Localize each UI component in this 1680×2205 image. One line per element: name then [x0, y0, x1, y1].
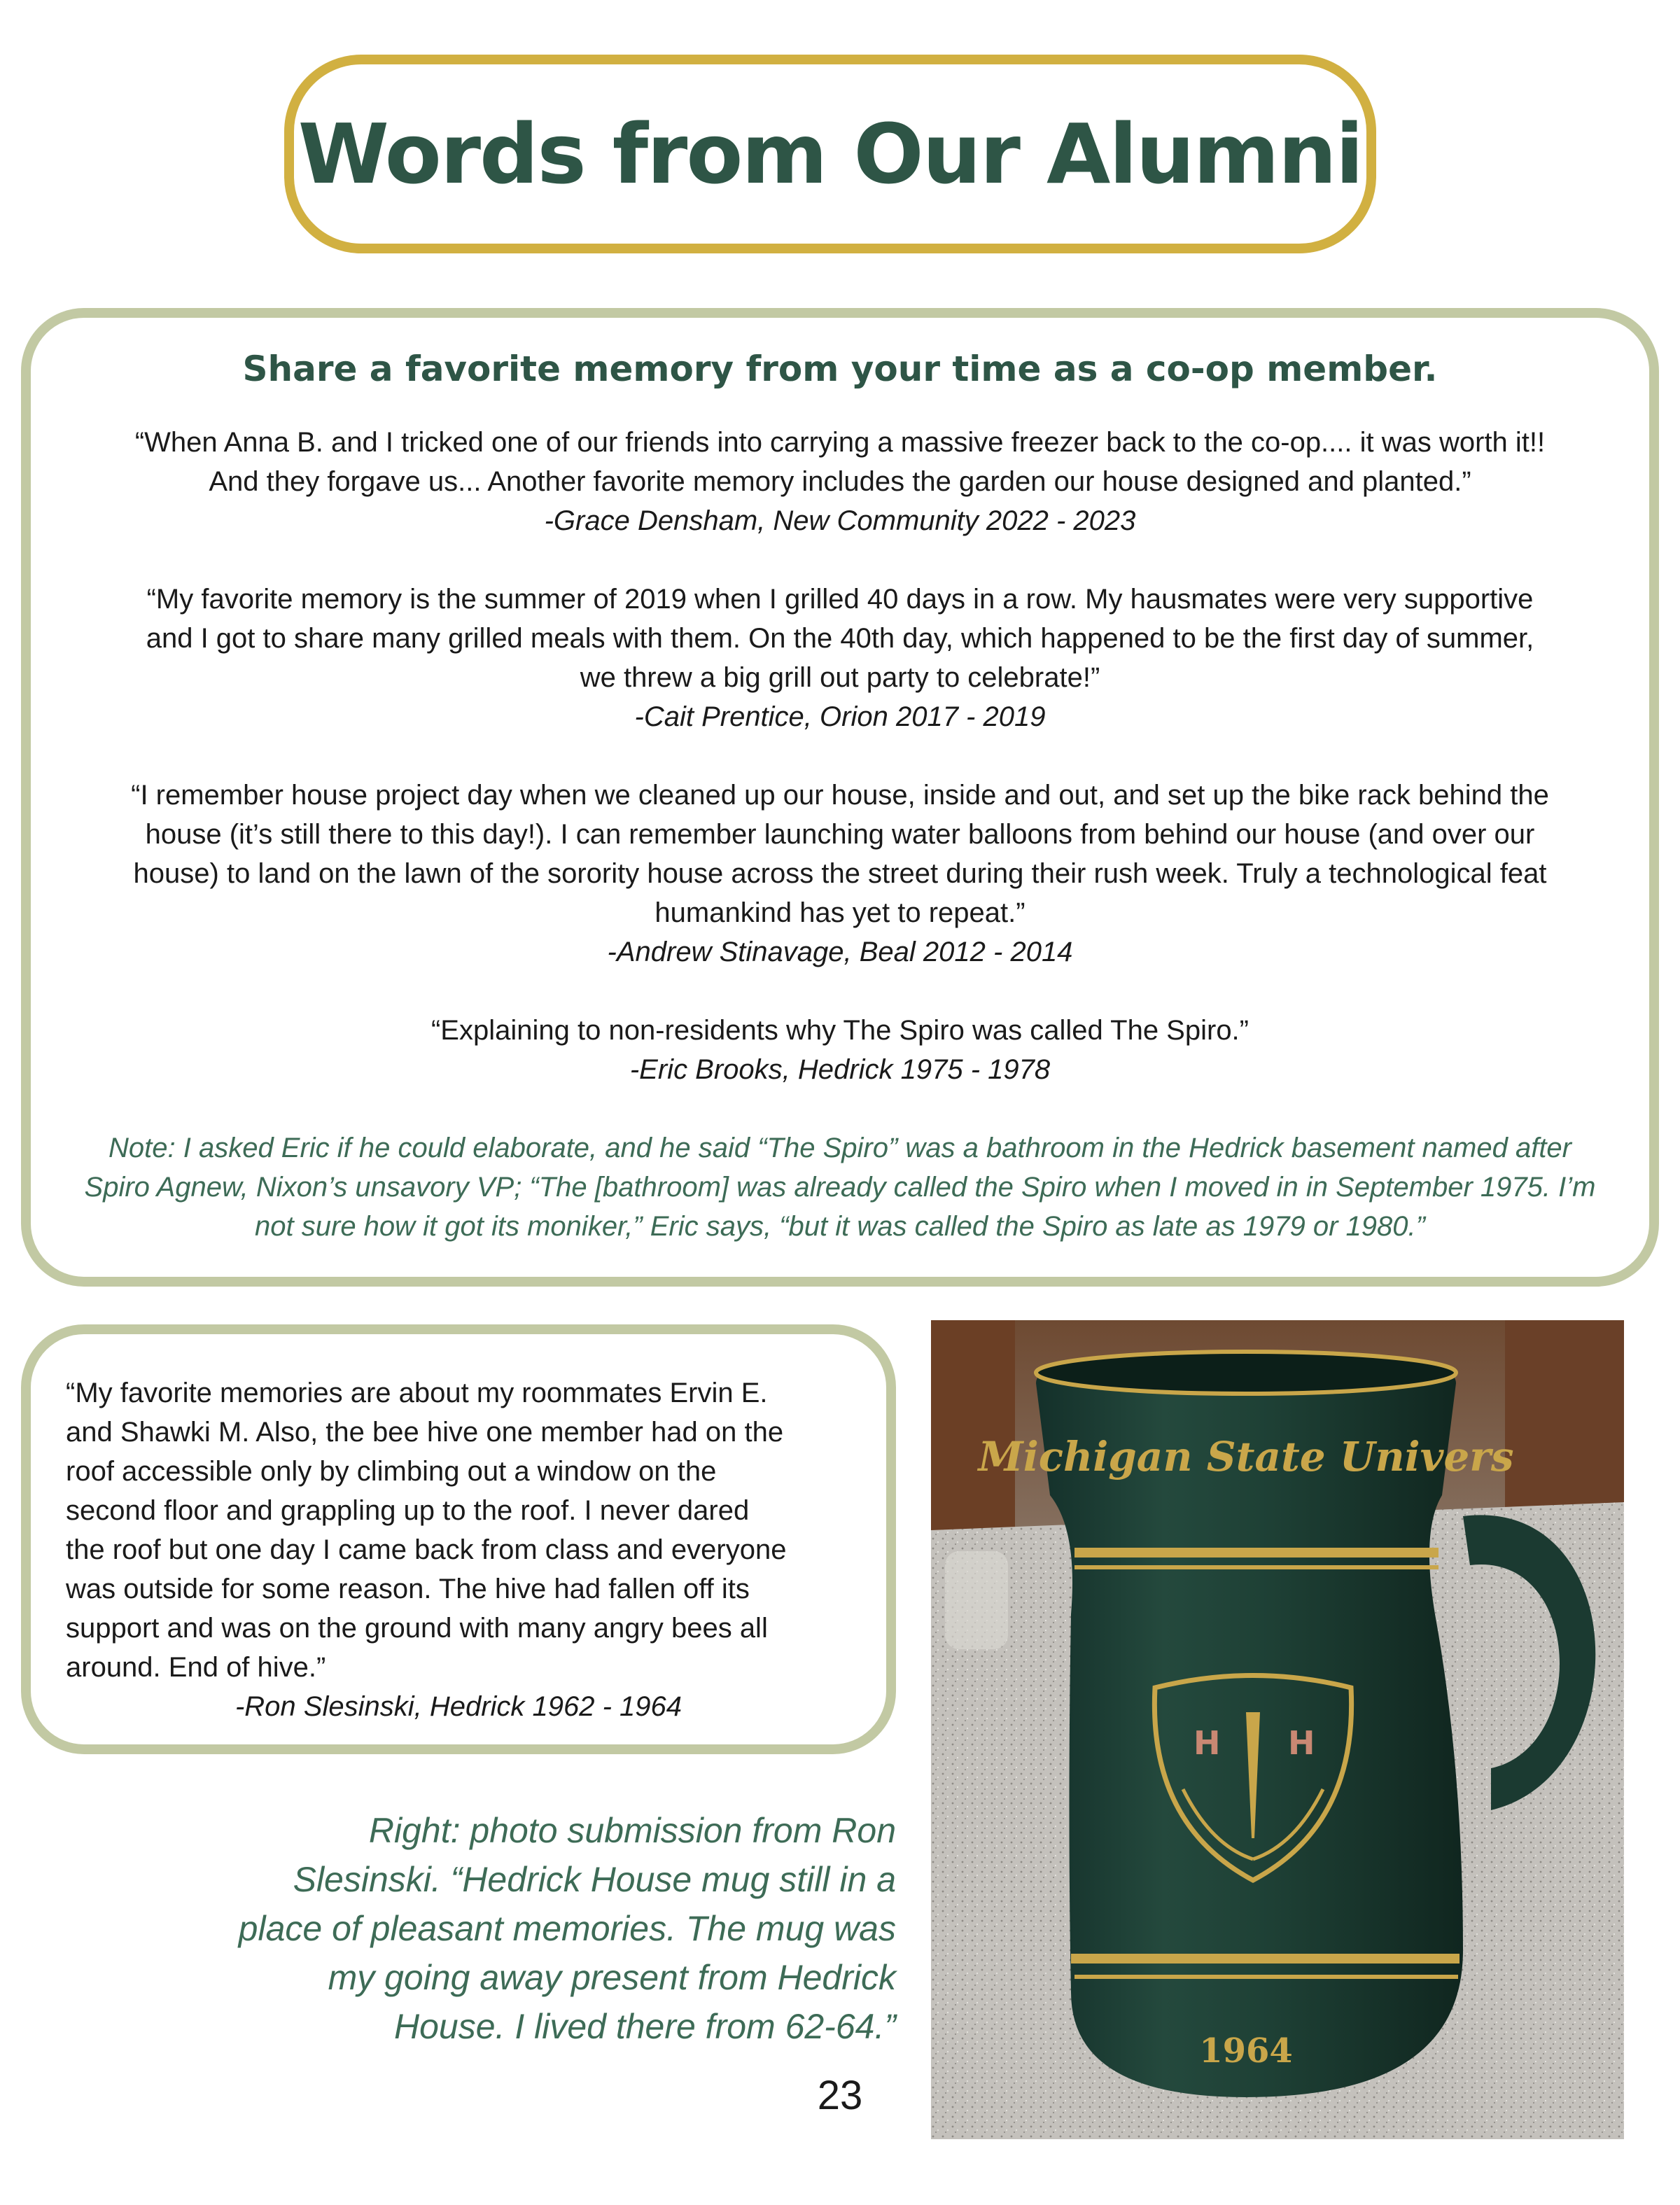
memory-quote-line: humankind has yet to repeat.”: [654, 897, 1026, 928]
caption-line: Right: photo submission from Ron: [368, 1811, 896, 1850]
memory-quote-line: “My favorite memory is the summer of 2019 when I grilled 40 days in a row. My hausmates were very supportive: [146, 584, 1534, 615]
memory-quote-line: we threw a big grill out party to celebrate!”: [580, 662, 1100, 693]
editor-note: [59, 1128, 1621, 1246]
cabinet-right: [1505, 1320, 1624, 1530]
memory-cait: [59, 580, 1621, 736]
caption-line: place of pleasant memories. The mug was: [238, 1909, 896, 1948]
gold-band: [1074, 1548, 1438, 1558]
memory-quote-line: “Explaining to non-residents why The Spiro was called The Spiro.”: [430, 1015, 1249, 1046]
memories-panel: [21, 308, 1659, 1287]
mug-year: 1964: [1199, 2031, 1293, 2071]
question-heading: Share a favorite memory from your time as a co-op member.: [242, 349, 1438, 389]
ron-quote-line: and Shawki M. Also, the bee hive one member had on the: [66, 1417, 784, 1448]
ron-quote-line: support and was on the ground with many angry bees all: [66, 1613, 768, 1644]
memory-attribution: -Andrew Stinavage, Beal 2012 - 2014: [607, 937, 1073, 967]
ron-quote-line: second floor and grappling up to the roof. I never dared: [66, 1495, 750, 1526]
photo-caption: [210, 1806, 896, 2051]
shield-letter-right: H: [1288, 1724, 1315, 1762]
gold-band: [1071, 1954, 1460, 1963]
ron-quote-line: was outside for some reason. The hive had fallen off its: [66, 1574, 750, 1604]
mug-rim: [1036, 1352, 1456, 1394]
caption-line: Slesinski. “Hedrick House mug still in a: [293, 1860, 896, 1899]
memory-quote-line: “When Anna B. and I tricked one of our friends into carrying a massive freezer back to the co-op.... it was worth it!!: [134, 427, 1546, 458]
memory-quote-line: And they forgave us... Another favorite memory includes the garden our house designed and planted.”: [209, 466, 1471, 497]
mug-lettering: Michigan State Univers: [978, 1433, 1514, 1480]
background-container: [945, 1551, 1008, 1649]
cabinet-left: [931, 1320, 1015, 1544]
memory-quote-line: house) to land on the lawn of the sorority house across the street during their rush week. Truly a technological feat: [133, 858, 1547, 889]
ron-quote-line: “My favorite memories are about my roommates Ervin E.: [66, 1378, 768, 1408]
memory-andrew: [59, 776, 1621, 972]
title-banner: [284, 55, 1376, 253]
memory-quote-line: house (it’s still there to this day!). I can remember launching water balloons from behind our house (and over our: [145, 819, 1535, 850]
ron-quote-line: the roof but one day I came back from class and everyone: [66, 1534, 787, 1565]
shield-letter-left: H: [1194, 1724, 1221, 1762]
memory-quote-line: “I remember house project day when we cleaned up our house, inside and out, and set up the bike rack behind the: [131, 780, 1549, 811]
gold-band: [1074, 1565, 1438, 1569]
ron-attribution: -Ron Slesinski, Hedrick 1962 - 1964: [234, 1691, 682, 1722]
ron-quote-line: around. End of hive.”: [66, 1652, 326, 1683]
ron-memory-panel: [21, 1324, 896, 1754]
ron-quote-line: roof accessible only by climbing out a window on the: [66, 1456, 717, 1487]
memory-attribution: -Eric Brooks, Hedrick 1975 - 1978: [629, 1054, 1051, 1085]
note-line: Note: I asked Eric if he could elaborate, and he said “The Spiro” was a bathroom in the Hedrick basement named after: [108, 1133, 1572, 1163]
note-line: Spiro Agnew, Nixon’s unsavory VP; “The [bathroom] was already called the Spiro when I moved in in September 1975. I’m: [84, 1172, 1596, 1203]
memory-quote-line: and I got to share many grilled meals with them. On the 40th day, which happened to be the first day of summer,: [146, 623, 1534, 654]
memory-eric: [59, 1011, 1621, 1089]
memory-attribution: -Grace Densham, New Community 2022 - 2023: [544, 505, 1136, 536]
mug-illustration: [931, 1320, 1624, 2139]
note-line: not sure how it got its moniker,” Eric says, “but it was called the Spiro as late as 1979 or 1980.”: [255, 1211, 1425, 1242]
page-title: Words from Our Alumni: [298, 106, 1363, 202]
memory-grace: [59, 423, 1621, 540]
page-number: 23: [817, 2073, 863, 2118]
caption-line: my going away present from Hedrick: [328, 1958, 896, 1997]
hedrick-mug-photo: [931, 1320, 1624, 2139]
memory-attribution: -Cait Prentice, Orion 2017 - 2019: [634, 701, 1046, 732]
caption-line: House. I lived there from 62-64.”: [394, 2007, 896, 2046]
gold-band: [1074, 1975, 1458, 1979]
